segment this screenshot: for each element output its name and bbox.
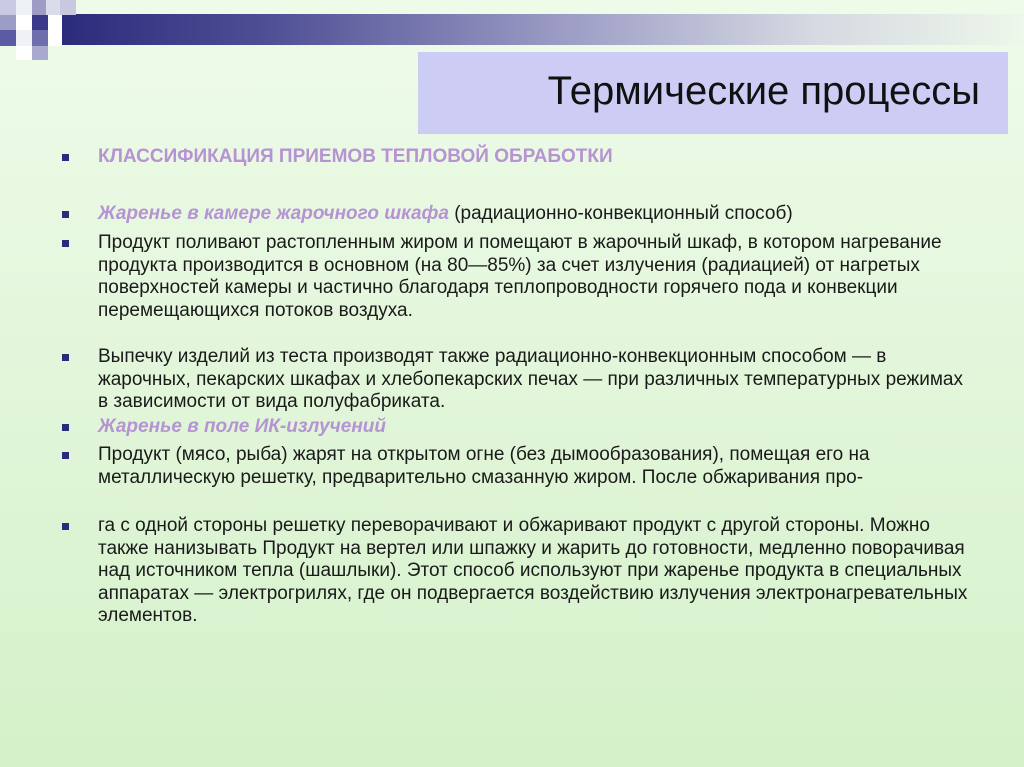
bullet-item	[60, 416, 386, 439]
bullet-item	[60, 444, 970, 489]
bullet-item	[60, 346, 970, 414]
bullet-item	[60, 146, 613, 169]
bullet-text: Выпечку изделий из теста производят также радиационно-конвекционным способом — в жарочных, пекарских шкафах и хлебопекарских печах — при различных температурных режимах в зависимости от вида полуфабриката.	[98, 346, 963, 412]
bullet-item	[60, 203, 793, 226]
bullet-text: Продукт (мясо, рыба) жарят на открытом огне (без дымообразования), помещая его на металлическую решетку, предварительно смазанную жиром. После обжаривания про-	[98, 444, 870, 488]
bullet-item	[60, 232, 970, 322]
bullet-text: га с одной стороны решетку переворачивают и обжаривают продукт с другой стороны. Можно также нанизывать Продукт на вертел или шпажку и жарить до готовности, медленно поворачивая над источником тепла (шашлыки). Этот способ используют при жаренье продукта в специальных аппаратах — электрогрилях, где он подвергается воздействию излучения электронагревательных элементов.	[98, 515, 968, 626]
bullet-subheading: Жаренье в поле ИК-излучений	[98, 416, 387, 437]
bullet-subheading: Жаренье в камере жарочного шкафа	[98, 203, 449, 224]
bullet-heading: КЛАССИФИКАЦИЯ ПРИЕМОВ ТЕПЛОВОЙ ОБРАБОТКИ	[98, 146, 613, 167]
bullet-text: Продукт поливают растопленным жиром и помещают в жарочный шкаф, в котором нагревание продукта производится в основном (на 80—85%) за счет излучения (радиацией) от нагретых поверхностей камеры и частично благодаря теплопроводности горячего пода и конвекции перемещающихся потоков воздуха.	[98, 232, 942, 321]
header-gradient-bar	[62, 14, 1024, 45]
bullet-text: (радиационно-конвекционный способ)	[448, 203, 793, 224]
bullet-item	[60, 515, 970, 628]
slide-title: Термические процессы	[547, 69, 980, 113]
title-box	[418, 52, 1008, 134]
